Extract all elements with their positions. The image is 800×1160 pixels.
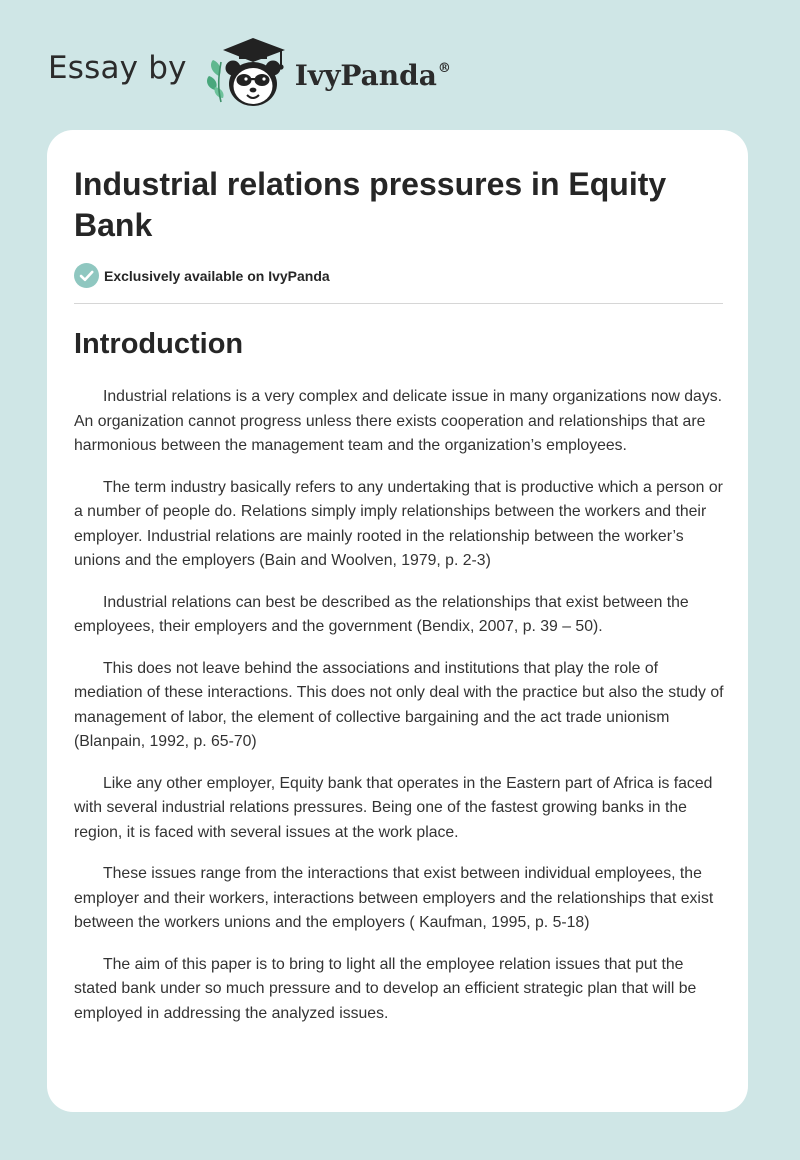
essay-card	[47, 130, 748, 1112]
exclusive-label: Exclusively available on IvyPanda	[104, 267, 330, 284]
paragraph-4: This does not leave behind the associations and institutions that play the role of mediation of these interactions. This does not only deal with the practice but also the study of management of labor, the element of collective bargaining and the act trade unionism (Blanpain, 1992, p. 65-70)	[74, 659, 724, 750]
paragraph-2: The term industry basically refers to any undertaking that is productive which a person or a number of people do. Relations simply imply relationships between the workers and their employer. Industrial relations are mainly rooted in the relationship between the worker’s unions and the employers (Bain and Woolven, 1979, p. 2-3)	[74, 478, 723, 569]
check-circle-icon	[74, 263, 99, 288]
section-heading-introduction: Introduction	[74, 328, 244, 360]
brand-name	[295, 59, 451, 92]
brand-name-text: IvyPanda	[294, 58, 437, 92]
paragraph-5: Like any other employer, Equity bank that operates in the Eastern part of Africa is faced with several industrial relations pressures. Being one of the fastest growing banks in the region, it is faced with several issues at the work place.	[74, 774, 713, 841]
brand-prefix: Essay by	[48, 50, 187, 86]
brand-header[interactable]	[48, 32, 451, 112]
ivypanda-panda-logo-icon	[201, 32, 293, 112]
paragraph-7: The aim of this paper is to bring to light all the employee relation issues that put the stated bank under so much pressure and to develop an efficient strategic plan that will be employed in addressing the analyzed issues.	[74, 955, 697, 1022]
paragraph-6: These issues range from the interactions that exist between individual employees, the employer and their workers, interactions between employers and the relationships that exist between the workers unions and the employers ( Kaufman, 1995, p. 5-18)	[74, 865, 714, 931]
essay-body	[74, 385, 726, 1043]
registered-mark: ®	[437, 60, 451, 76]
exclusive-badge	[74, 263, 330, 288]
title-divider	[74, 303, 723, 304]
essay-title: Industrial relations pressures in Equity Bank	[74, 166, 667, 243]
paragraph-1: Industrial relations is a very complex and delicate issue in many organizations now days. An organization cannot progress unless there exists cooperation and relationships that are harmonious between the management team and the organization’s employees.	[74, 388, 723, 454]
paragraph-3: Industrial relations can best be described as the relationships that exist between the employees, their employers and the government (Bendix, 2007, p. 39 – 50).	[74, 593, 689, 635]
